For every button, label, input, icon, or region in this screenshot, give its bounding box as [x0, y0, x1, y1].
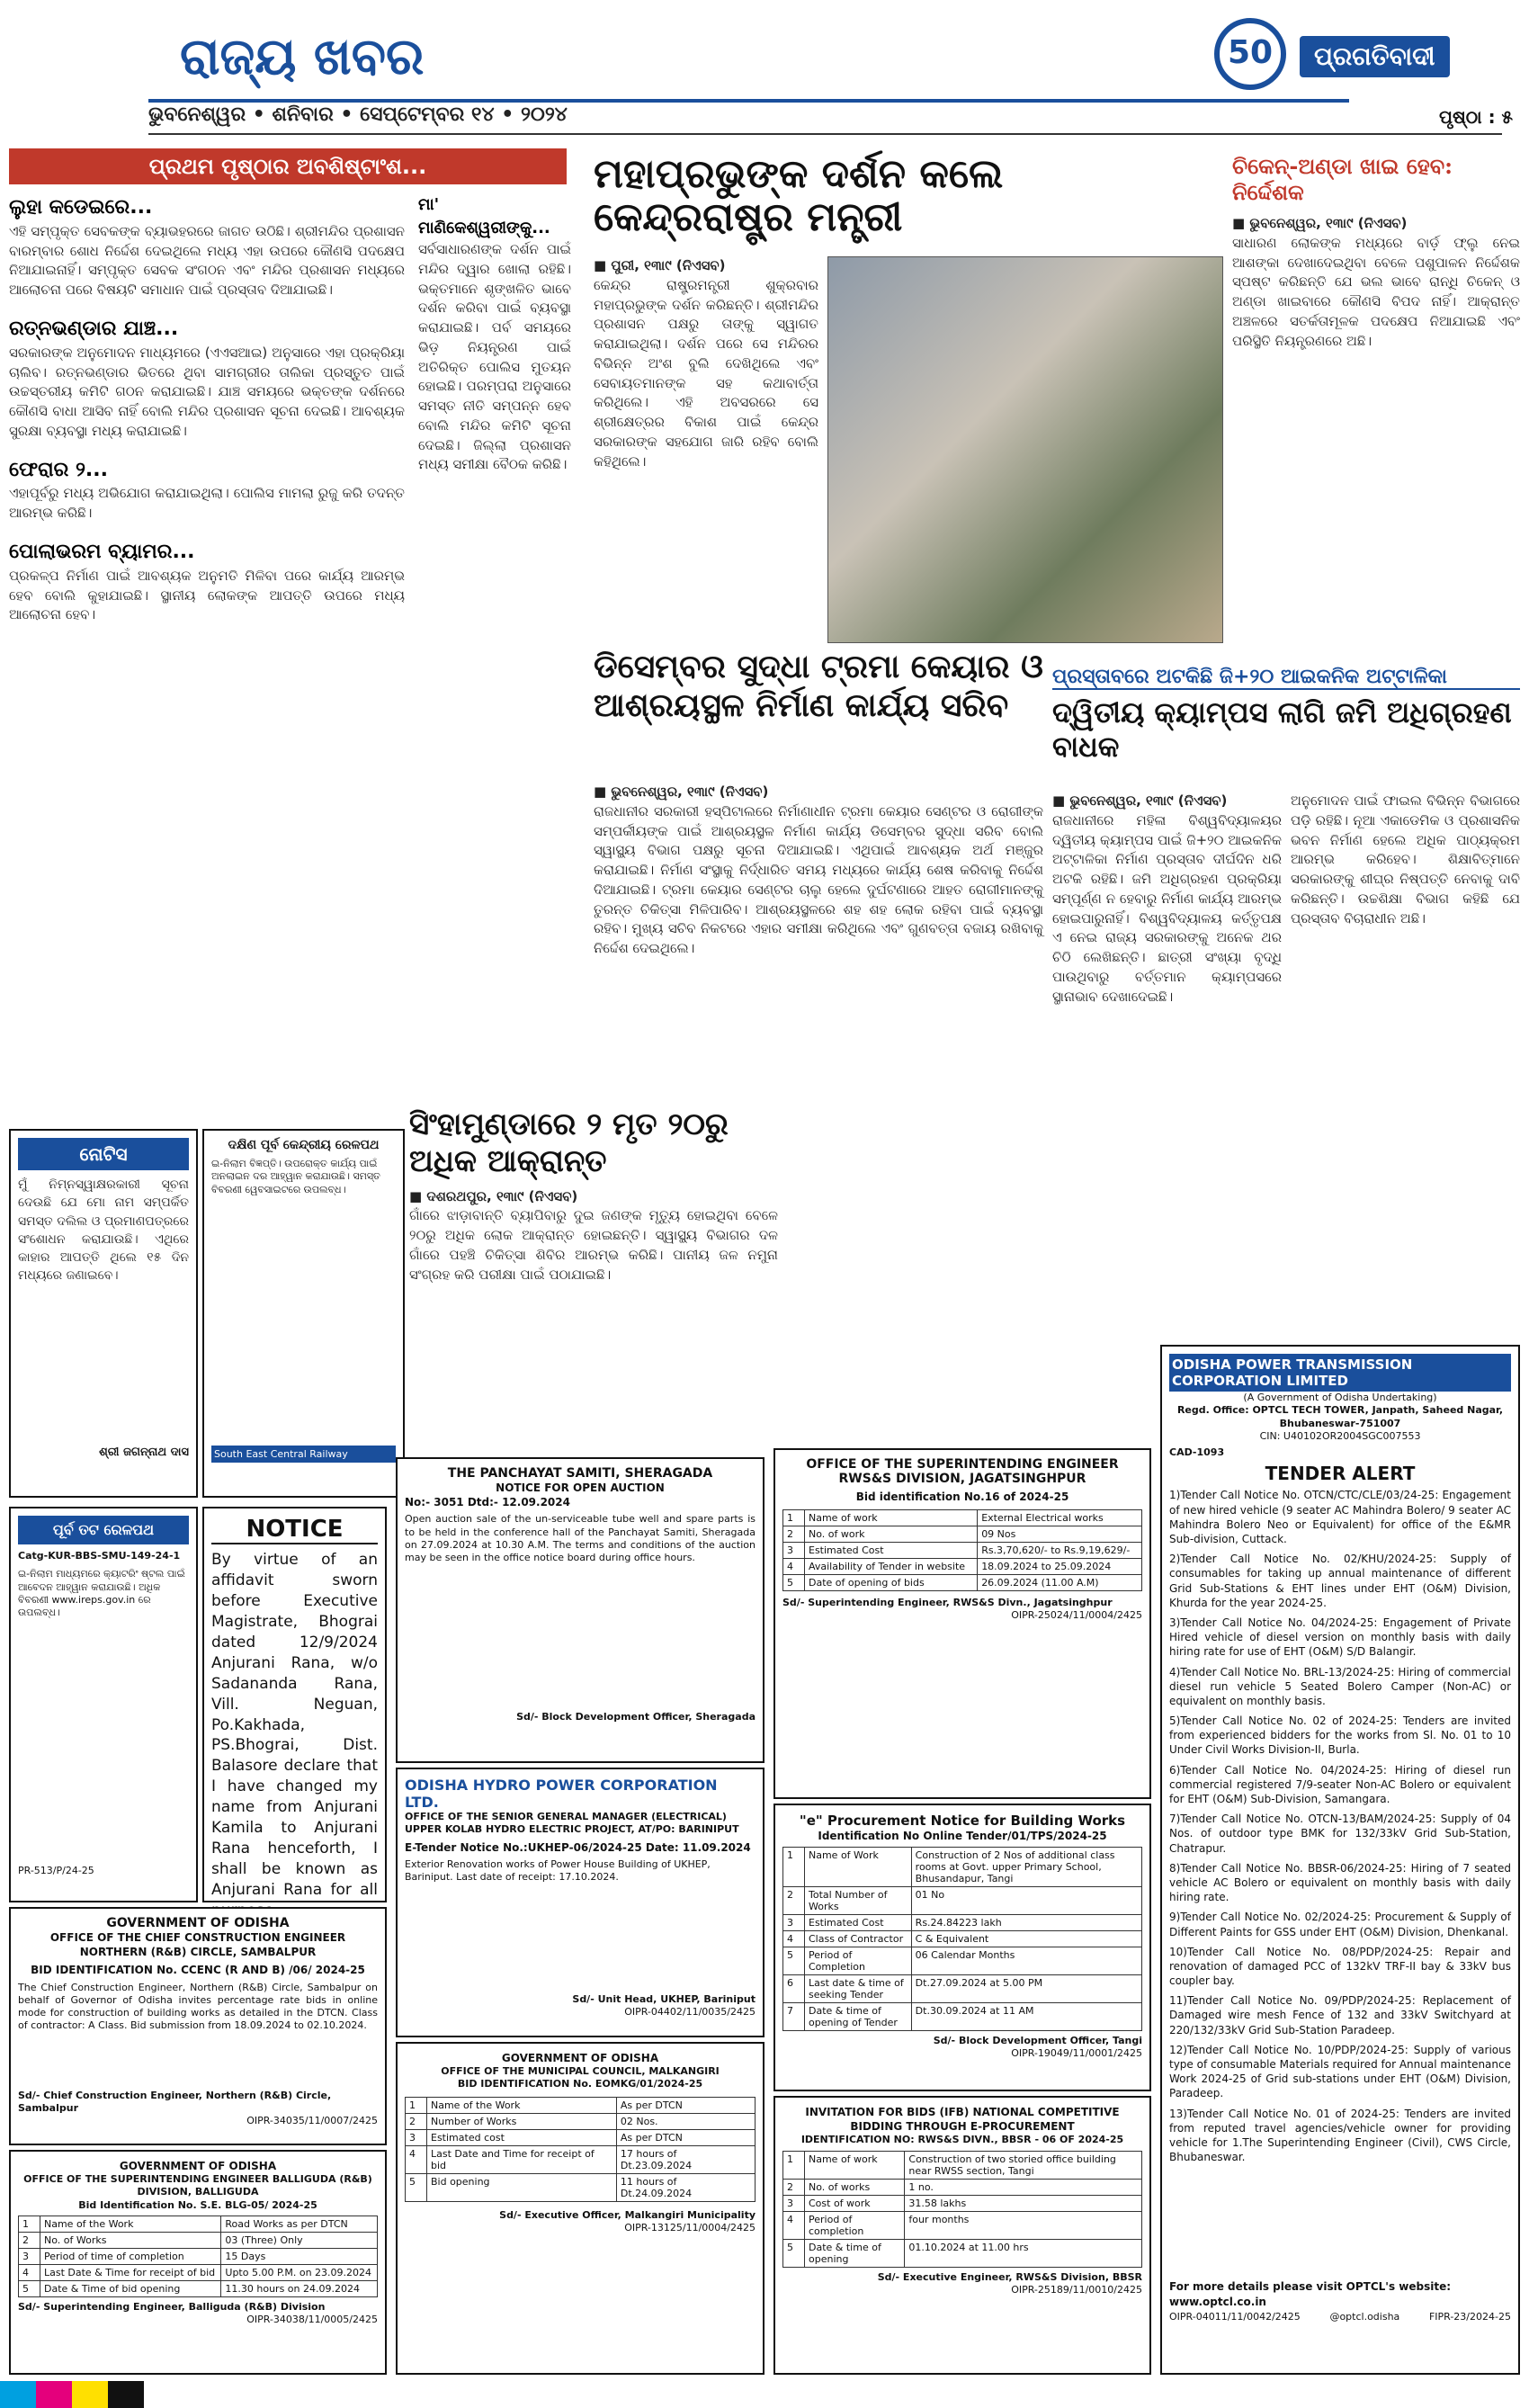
railway-notice-1	[202, 1129, 405, 1498]
table-cell: Last date & time of seeking Tender	[805, 1975, 912, 2003]
lead-body	[594, 256, 818, 643]
table-cell: 31.58 lakhs	[905, 2195, 1142, 2211]
table-cell: Name of Work	[805, 1848, 912, 1887]
english-notice-title: NOTICE	[211, 1516, 378, 1544]
odia-notice-body: ମୁଁ ନିମ୍ନସ୍ୱାକ୍ଷରକାରୀ ସୂଚନା ଦେଉଛି ଯେ ମୋ ନାମ ସମ୍ପର୍କିତ ସମସ୍ତ ଦଲିଲ ଓ ପ୍ରମାଣପତ୍ରରେ ସଂଶୋଧନ କରାଯାଉଛି। ଏଥିରେ କାହାର ଆପତ୍ତି ଥିଲେ ୧୫ ଦିନ ମଧ୍ୟରେ ଜଣାଇବେ।	[18, 1177, 189, 1284]
table-cell: 09 Nos	[978, 1526, 1142, 1543]
table-cell: 2	[406, 2113, 427, 2129]
cce-sign: Sd/- Chief Construction Engineer, Northern (R&B) Circle, Sambalpur	[18, 2089, 332, 2114]
table-cell: four months	[905, 2211, 1142, 2239]
campus-headline: ଦ୍ୱିତୀୟ କ୍ୟାମ୍ପସ ଲାଗି ଜମି ଅଧିଗ୍ରହଣ ବାଧକ	[1052, 695, 1512, 765]
ifb-id: IDENTIFICATION NO: RWS&S DIVN., BBSR - 06 OF 2024-25	[800, 2134, 1124, 2146]
table-row	[406, 2173, 756, 2201]
table-row	[783, 1848, 1142, 1887]
railway-2-body: ଇ-ନିଲାମ ମାଧ୍ୟମରେ କ୍ୟାଟରିଂ ଷ୍ଟଲ ପାଇଁ ଆବେଦନ ଆହ୍ୱାନ କରାଯାଉଛି। ଅଧିକ ବିବରଣୀ www.ireps.gov.in ରେ ଉପଲବ୍ଧ।	[18, 1568, 185, 1619]
table-cell: Road Works as per DTCN	[221, 2216, 378, 2233]
tender-item: 10)Tender Call Notice No. 08/PDP/2024-25: Repair and renovation of damaged PCC of 132kV TRF-II bay & 33kV bus coupler bay.	[1169, 1945, 1511, 1988]
table-cell: Name of work	[805, 1510, 978, 1526]
table-row	[783, 2195, 1142, 2211]
tangi-notice	[773, 1804, 1151, 2091]
table-cell: 2	[783, 1887, 805, 1915]
table-row	[783, 1887, 1142, 1915]
table-cell: Date & time of opening of Tender	[805, 2003, 912, 2031]
optcl-alert: TENDER ALERT	[1265, 1463, 1416, 1485]
table-cell: 4	[19, 2265, 40, 2281]
railway-1-footer: South East Central Railway	[211, 1446, 396, 1463]
english-notice-body: By virtue of an affidavit sworn before Executive Magistrate, Bhograi dated 12/9/2024 Anjurani Rana, w/o Sadananda Rana, Vill. Neguan, Po.Kakhada, PS.Bhograi, Dist. Balasore declare that I have changed my name from Anjurani Kamila to Anjurani Rana henceforth, I shall be known as Anjurani Rana for all	[211, 1551, 378, 1899]
tender-item: 4)Tender Call Notice No. BRL-13/2024-25: Hiring of commercial diesel run vehicle 5 Seated Bolero Camper (Non-AC) or equivalent on monthly basis.	[1169, 1665, 1511, 1707]
railway-1-body: ଇ-ନିଲାମ ବିଜ୍ଞପ୍ତି। ଉପରୋକ୍ତ କାର୍ଯ୍ୟ ପାଇଁ ଅନଲାଇନ ଦର ଆହ୍ୱାନ କରାଯାଉଛି। ସମସ୍ତ ବିବରଣୀ ୱେବସାଇଟରେ ଉପଲବ୍ଧ।	[211, 1158, 380, 1195]
table-cell: Bid opening	[427, 2173, 617, 2201]
malkangiri-bid-no: BID IDENTIFICATION No. EOMKG/01/2024-25	[457, 2078, 703, 2090]
table-row	[783, 1559, 1142, 1575]
tender-item: 11)Tender Call Notice No. 09/PDP/2024-25: Replacement of Damaged wire mesh Fence of 132 and 33kV Switchyard at 220/132/33kV Grid Sub-Station Paradeep.	[1169, 1994, 1511, 2037]
table-row	[406, 2113, 756, 2129]
table-cell: Availability of Tender in website	[805, 1559, 978, 1575]
registration-marks	[0, 2381, 1529, 2408]
manikeshwari-column	[418, 193, 571, 1111]
campus-body-a	[1052, 792, 1282, 1331]
table-cell: Construction of 2 Nos of additional class rooms at Govt. upper Primary School, Bhusandapur, Tangi	[911, 1848, 1141, 1887]
cce-sub: OFFICE OF THE CHIEF CONSTRUCTION ENGINEER NORTHERN (R&B) CIRCLE, SAMBALPUR	[49, 1931, 346, 1959]
simha-body: ଗାଁରେ ଝାଡ଼ାବାନ୍ତି ବ୍ୟାପିବାରୁ ଦୁଇ ଜଣଙ୍କ ମୃତ୍ୟୁ ହୋଇଥିବା ବେଳେ ୨୦ରୁ ଅଧିକ ଲୋକ ଆକ୍ରାନ୍ତ ହୋଇଛନ୍ତି। ସ୍ୱାସ୍ଥ୍ୟ ବିଭାଗର ଦଳ ଗାଁରେ ପହଞ୍ଚି ଚିକିତ୍ସା ଶିବିର ଆରମ୍ଭ କରିଛି। ପାନୀୟ ଜଳ ନମୁନା ସଂଗ୍ରହ କରି ପରୀକ୍ଷା ପାଇଁ ପଠାଯାଇଛି।	[409, 1207, 778, 1283]
tender-item: 13)Tender Call Notice No. 01 of 2024-25: Tenders are invited from reputed travel agencies/vehicle owner for providing vehicle for 1.The Superintending Engineer (Civil), CWS Circle, Bhubaneswar.	[1169, 2107, 1511, 2164]
page-header	[0, 0, 1529, 126]
railway-2-lot: Catg-KUR-BBS-SMU-149-24-1	[18, 1550, 181, 1562]
table-cell: 4	[783, 1559, 805, 1575]
table-cell: External Electrical works	[978, 1510, 1142, 1526]
table-cell: Estimated Cost	[805, 1543, 978, 1559]
table-cell: 7	[783, 2003, 805, 2031]
malkangiri-table	[405, 2097, 756, 2202]
table-cell: 26.09.2024 (11.00 A.M)	[978, 1575, 1142, 1591]
lead-headline: ମହାପ୍ରଭୁଙ୍କ ଦର୍ଶନ କଲେ କେନ୍ଦ୍ରରାଷ୍ଟ୍ର ମନ୍ତ୍ରୀ	[594, 151, 1004, 241]
malkangiri-title: GOVERNMENT OF ODISHA	[501, 2052, 659, 2064]
table-row	[406, 2129, 756, 2145]
optcl-code: OIPR-04011/11/0042/2425	[1169, 2310, 1301, 2323]
body-4: ପ୍ରକଳ୍ପ ନିର୍ମାଣ ପାଇଁ ଆବଶ୍ୟକ ଅନୁମତି ମିଳିବା ପରେ କାର୍ଯ୍ୟ ଆରମ୍ଭ ହେବ ବୋଲି କୁହାଯାଇଛି। ସ୍ଥାନୀୟ ଲୋକଙ୍କ ଆପତ୍ତି ଉପରେ ମଧ୍ୟ ଆଲୋଚନା ହେବ।	[9, 567, 405, 623]
table-cell: 3	[783, 1543, 805, 1559]
cce-notice	[9, 1907, 387, 2145]
malkangiri-notice	[396, 2042, 764, 2375]
table-cell: 5	[783, 1575, 805, 1591]
table-row	[19, 2249, 378, 2265]
optcl-website: For more details please visit OPTCL's website: www.optcl.co.in	[1169, 2280, 1452, 2308]
optcl-sub: (A Government of Odisha Undertaking)	[1243, 1392, 1437, 1403]
trauma-body	[594, 783, 1043, 1160]
trauma-dateline: ■ ଭୁବନେଶ୍ୱର, ୧୩ା୯ (ନିଏସବ)	[594, 783, 769, 800]
table-cell: No. of works	[805, 2179, 905, 2195]
table-cell: 15 Days	[221, 2249, 378, 2265]
simha-dateline: ■ ଦଶରଥପୁର, ୧୩ା୯ (ନିଏସବ)	[409, 1187, 578, 1204]
balliguda-sub: OFFICE OF THE SUPERINTENDING ENGINEER BALLIGUDA (R&B) DIVISION, BALLIGUDA	[23, 2173, 372, 2198]
table-row	[406, 2145, 756, 2173]
banner-text: ପ୍ରଥମ ପୃଷ୍ଠାର ଅବଶିଷ୍ଟାଂଶ...	[9, 148, 567, 184]
rwss-jsp-notice	[773, 1448, 1151, 1799]
ohpc-notice	[396, 1768, 764, 2037]
tangi-code: OIPR-19049/11/0001/2425	[1011, 2047, 1142, 2060]
chicken-headline: ଚିକେନ୍-ଅଣ୍ଡା ଖାଇ ହେବ: ନିର୍ଦ୍ଦେଶକ	[1232, 153, 1453, 205]
table-cell: 1	[783, 2151, 805, 2179]
table-row	[406, 2097, 756, 2113]
campus-dateline: ■ ଭୁବନେଶ୍ୱର, ୧୩ା୯ (ନିଏସବ)	[1052, 792, 1228, 809]
table-row	[783, 2003, 1142, 2031]
tender-item: 6)Tender Call Notice No. 04/2024-25: Hiring of diesel run commercial registered 7/9-seater Non-AC Bolero or equivalent for EHT (O&M) Sub-Division, Samangara.	[1169, 1763, 1511, 1806]
table-cell: Name of the Work	[40, 2216, 221, 2233]
table-cell: 02 Nos.	[616, 2113, 755, 2129]
table-cell: 18.09.2024 to 25.09.2024	[978, 1559, 1142, 1575]
body-2: ସରକାରଙ୍କ ଅନୁମୋଦନ ମାଧ୍ୟମରେ (ଏଏସଆଇ) ଅନୁସାରେ ଏହା ପ୍ରକ୍ରିୟା ଚାଲିବ। ରତ୍ନଭଣ୍ଡାର ଭିତରେ ଥିବା ସାମଗ୍ରୀର ତାଲିକା ପ୍ରସ୍ତୁତ ପାଇଁ ଉଚ୍ଚସ୍ତରୀୟ କମିଟି ଗଠନ କରାଯାଇଛି। ଯାଞ୍ଚ ସମୟରେ ଭକ୍ତଙ୍କ ଦର୍ଶନରେ କୌଣସି ବାଧା ଆସିବ ନାହିଁ ବୋଲି ମନ୍ଦିର ପ୍ରଶାସନ ସୂଚନା ଦେଇଛି। ଆବଶ୍ୟକ ସୁରକ୍ଷା ବ୍ୟବସ୍ଥା ମଧ୍ୟ କରାଯାଇଛି।	[9, 344, 405, 439]
trauma-headline-box	[594, 648, 1043, 774]
subhead-3: ଫେରାର ୨...	[9, 458, 108, 481]
english-notice	[202, 1507, 387, 1902]
table-cell: Construction of two storied office building near RWSS section, Tangi	[905, 2151, 1142, 2179]
table-cell: 5	[406, 2173, 427, 2201]
table-cell: 11.30 hours on 24.09.2024	[221, 2281, 378, 2297]
table-cell: Date & Time of bid opening	[40, 2281, 221, 2297]
table-cell: Estimated cost	[427, 2129, 617, 2145]
body-1: ଏହି ସମ୍ପୃକ୍ତ ସେବକଙ୍କ ବ୍ୟାଭହରରେ ଜାଗତ ଉଠିଛି। ଶ୍ରୀମନ୍ଦିର ପ୍ରଶାସନ ବାରମ୍ବାର ଶୋଧ ନିର୍ଦ୍ଦେଶ ଦେଇଥିଲେ ମଧ୍ୟ ଏହା ଉପରେ କୌଣସି ପଦକ୍ଷେପ ନିଆଯାଇନାହିଁ। ସମ୍ପୃକ୍ତ ସେବକ ସଂଗଠନ ଏବଂ ମନ୍ଦିର ପ୍ରଶାସନ ମଧ୍ୟରେ ଆଲୋଚନା ପରେ ବିଷୟଟି ସମାଧାନ ପାଇଁ ପ୍ରସ୍ତାବ ଦିଆଯାଇଛି।	[9, 222, 405, 299]
malkangiri-sign: Sd/- Executive Officer, Malkangiri Municipality	[499, 2208, 756, 2221]
table-cell: Date of opening of bids	[805, 1575, 978, 1591]
table-cell: 3	[19, 2249, 40, 2265]
ifb-code: OIPR-25189/11/0010/2425	[1011, 2283, 1142, 2296]
table-cell: 3	[406, 2129, 427, 2145]
trauma-headline: ଡିସେମ୍ବର ସୁଦ୍ଧା ଟ୍ରମା କେୟାର ଓ ଆଶ୍ରୟସ୍ଥଳ ନିର୍ମାଣ କାର୍ଯ୍ୟ ସରିବ	[594, 648, 1043, 725]
table-row	[783, 1947, 1142, 1975]
table-cell: 01 No	[911, 1887, 1141, 1915]
table-cell: Total Number of Works	[805, 1887, 912, 1915]
table-cell: Period of completion	[805, 2211, 905, 2239]
ifb-title: INVITATION FOR BIDS (IFB) NATIONAL COMPETITIVE BIDDING THROUGH E-PROCUREMENT	[805, 2106, 1120, 2134]
railway-notice-2	[9, 1507, 198, 1902]
tangi-sign: Sd/- Block Development Officer, Tangi	[933, 2035, 1142, 2047]
table-row	[783, 2179, 1142, 2195]
header-rule	[148, 99, 1349, 103]
simha-story	[409, 1106, 778, 1448]
tangi-table	[782, 1847, 1142, 2031]
ohpc-title: ODISHA HYDRO POWER CORPORATION LTD.	[405, 1777, 718, 1811]
tangi-title: "e" Procurement Notice for Building Works	[799, 1813, 1126, 1829]
lead-text: କେନ୍ଦ୍ର ରାଷ୍ଟ୍ରମନ୍ତ୍ରୀ ଶୁକ୍ରବାର ମହାପ୍ରଭୁଙ୍କ ଦର୍ଶନ କରିଛନ୍ତି। ଶ୍ରୀମନ୍ଦିର ପ୍ରଶାସନ ପକ୍ଷରୁ ତାଙ୍କୁ ସ୍ୱାଗତ କରାଯାଇଥିଲା। ଦର୍ଶନ ପରେ ସେ ମନ୍ଦିରର ବିଭିନ୍ନ ଅଂଶ ବୁଲି ଦେଖିଥିଲେ ଏବଂ ସେବାୟତମାନଙ୍କ ସହ କଥାବାର୍ତ୍ତା କରିଥିଲେ। ଏହି ଅବସରରେ ସେ ଶ୍ରୀକ୍ଷେତ୍ରର ବିକାଶ ପାଇଁ କେନ୍ଦ୍ର ସରକାରଙ୍କ ସହଯୋଗ ଜାରି ରହିବ ବୋଲି କହିଥିଲେ।	[594, 276, 818, 470]
sheragada-body: Open auction sale of the un-serviceable tube well and spare parts is to be held in the conference hall of the Panchayat Samiti, Sheragada on 27.09.2024 at 10.30 A.M. The terms and conditions of the auction may be seen in the office notice board during office hours.	[405, 1513, 756, 1564]
table-cell: As per DTCN	[616, 2097, 755, 2113]
campus-kicker: ପ୍ରସ୍ତାବରେ ଅଟକିଛି ଜି+୨୦ ଆଇକନିକ ଅଟ୍ଟାଳିକା	[1052, 666, 1520, 690]
tender-item: 2)Tender Call Notice No. 02/KHU/2024-25: Supply of consumables for taking up annual maintenance of different Grid Sub-Stations & EHT lines under EHT (O&M) Division, Khurda for the year 2024-25.	[1169, 1553, 1511, 1609]
tangi-id: Identification No Online Tender/01/TPS/2024-25	[818, 1830, 1107, 1842]
optcl-fipr: FIPR-23/2024-25	[1428, 2310, 1511, 2323]
ohpc-sub: OFFICE OF THE SENIOR GENERAL MANAGER (ELECTRICAL) UPPER KOLAB HYDRO ELECTRIC PROJECT, AT/PO: BARINIPUT	[405, 1811, 739, 1836]
tender-item: 3)Tender Call Notice No. 04/2024-25: Engagement of Private Hired vehicle of diesel version on monthly basis with daily hiring rate for use of EHT (O&M) S/D Balangir.	[1169, 1616, 1511, 1659]
table-cell: 5	[783, 2239, 805, 2267]
body-manikeshwari: ସର୍ବସାଧାରଣଙ୍କ ଦର୍ଶନ ପାଇଁ ମନ୍ଦିର ଦ୍ୱାର ଖୋଲା ରହିଛି। ଭକ୍ତମାନେ ଶୃଙ୍ଖଳିତ ଭାବେ ଦର୍ଶନ କରିବା ପାଇଁ ବ୍ୟବସ୍ଥା କରାଯାଇଛି। ପର୍ବ ସମୟରେ ଭିଡ଼ ନିୟନ୍ତ୍ରଣ ପାଇଁ ଅତିରିକ୍ତ ପୋଲିସ ମୁତୟନ ହୋଇଛି। ପରମ୍ପରା ଅନୁସାରେ ସମସ୍ତ ନୀତି ସମ୍ପନ୍ନ ହେବ ବୋଲି ମନ୍ଦିର କମିଟି ସୂଚନା ଦେଇଛି। ଜିଲ୍ଲା ପ୍ରଶାସନ ମଧ୍ୟ ସମୀକ୍ଷା ବୈଠକ କରିଛି।	[418, 241, 571, 473]
railway-2-title: ପୂର୍ବ ତଟ ରେଳପଥ	[18, 1516, 189, 1544]
malkangiri-code: OIPR-13125/11/0004/2425	[624, 2222, 756, 2234]
table-cell: 1	[783, 1848, 805, 1887]
subhead-2: ରତ୍ନଭଣ୍ଡାର ଯାଞ୍ଚ...	[9, 317, 179, 340]
table-cell: 4	[783, 2211, 805, 2239]
table-row	[19, 2265, 378, 2281]
malkangiri-sub: OFFICE OF THE MUNICIPAL COUNCIL, MALKANGIRI	[441, 2065, 720, 2078]
section-title: ରାଜ୍ୟ ଖବର	[180, 27, 425, 86]
table-row	[783, 1543, 1142, 1559]
table-cell: Dt.30.09.2024 at 11 AM	[911, 2003, 1141, 2031]
table-cell: 4	[406, 2145, 427, 2173]
ifb-notice	[773, 2096, 1151, 2375]
optcl-cad: CAD-1093	[1169, 1446, 1225, 1459]
balliguda-bid-no: Bid Identification No. S.E. BLG-05/ 2024-25	[78, 2198, 317, 2211]
table-cell: Last Date and Time for receipt of bid	[427, 2145, 617, 2173]
tender-item: 9)Tender Call Notice No. 02/2024-25: Procurement & Supply of Different Paints for GSS under EHT (O&M) Division, Dhenkanal.	[1169, 1911, 1511, 1938]
header-rule-bottom	[148, 133, 1502, 135]
table-cell: Cost of work	[805, 2195, 905, 2211]
odia-notice-signer: ଶ୍ରୀ ଜଗନ୍ନାଥ ଦାସ	[99, 1446, 189, 1459]
balliguda-table	[18, 2216, 378, 2297]
campus-headline-box	[1052, 666, 1520, 783]
rwss-jsp-bid-no: Bid identification No.16 of 2024-25	[855, 1490, 1069, 1503]
tender-item: 5)Tender Call Notice No. 02 of 2024-25: Tenders are invited from experienced bidders for the works from Sl. No. 01 to 10 Under Civil Works Division-II, Burla.	[1169, 1714, 1511, 1757]
tender-item: 1)Tender Call Notice No. OTCN/CTC/CLE/03/24-25: Engagement of new hired vehicle (9 seater AC Mahindra Bolero/ 9 seater AC Mahindra Bolero Neo or Equivalent) for office of the E&MR Sub-division, Cuttack.	[1169, 1489, 1511, 1546]
ifb-sign: Sd/- Executive Engineer, RWS&S Division, BBSR	[877, 2270, 1142, 2283]
optcl-cin: CIN: U40102OR2004SGC007553	[1259, 1429, 1421, 1442]
table-cell: 2	[783, 2179, 805, 2195]
table-cell: 1	[783, 1510, 805, 1526]
tender-item: 12)Tender Call Notice No. 10/PDP/2024-25: Supply of various type of consumable Materials required for Annual maintenance Work 2024-25 of Grid sub-stations under EHT (O&M) Division, Paradeep.	[1169, 2043, 1511, 2100]
chicken-body: ସାଧାରଣ ଲୋକଙ୍କ ମଧ୍ୟରେ ବାର୍ଡ଼ ଫ୍ଲୁ ନେଇ ଆଶଙ୍କା ଦେଖାଦେଇଥିବା ବେଳେ ପଶୁପାଳନ ନିର୍ଦ୍ଦେଶକ ସ୍ପଷ୍ଟ କରିଛନ୍ତି ଯେ ଭଲ ଭାବେ ରାନ୍ଧି ଚିକେନ୍ ଓ ଅଣ୍ଡା ଖାଇବାରେ କୌଣସି ବିପଦ ନାହିଁ। ଆକ୍ରାନ୍ତ ଅଞ୍ଚଳରେ ସତର୍କତାମୂଳକ ପଦକ୍ଷେପ ନିଆଯାଇଛି ଏବଂ ପରିସ୍ଥିତି ନିୟନ୍ତ୍ରଣରେ ଅଛି।	[1232, 234, 1520, 349]
table-cell: 1	[406, 2097, 427, 2113]
rwss-jsp-table	[782, 1509, 1142, 1591]
table-cell: 11 hours of Dt.24.09.2024	[616, 2173, 755, 2201]
table-row	[783, 1915, 1142, 1931]
subhead-1: ଲୁହା କଡେଇରେ...	[9, 196, 153, 219]
table-cell: Period of Completion	[805, 1947, 912, 1975]
table-cell: C & Equivalent	[911, 1931, 1141, 1947]
campus-text-b: ଅନୁମୋଦନ ପାଇଁ ଫାଇଲ ବିଭିନ୍ନ ବିଭାଗରେ ପଡ଼ି ରହିଛି। ନୂଆ ଏକାଡେମିକ ଓ ପ୍ରଶାସନିକ ଭବନ ନିର୍ମାଣ ହେଲେ ଅଧିକ ପାଠ୍ୟକ୍ରମ ଆରମ୍ଭ କରିହେବ। ଶିକ୍ଷାବିତ୍ମାନେ ସରକାରଙ୍କୁ ଶୀଘ୍ର ନିଷ୍ପତ୍ତି ନେବାକୁ ଦାବି କରିଛନ୍ତି। ଉଚ୍ଚଶିକ୍ଷା ବିଭାଗ କହିଛି ଯେ ପ୍ରସ୍ତାବ ବିଚାରାଧୀନ ଅଛି।	[1291, 792, 1520, 926]
table-cell: 03 (Three) Only	[221, 2233, 378, 2249]
balliguda-notice	[9, 2150, 387, 2375]
cce-code: OIPR-34035/11/0007/2425	[246, 2115, 378, 2127]
campus-text-a: ରାଜଧାନୀରେ ମହିଳା ବିଶ୍ୱବିଦ୍ୟାଳୟର ଦ୍ୱିତୀୟ କ୍ୟାମ୍ପସ ପାଇଁ ଜି+୨୦ ଆଇକନିକ ଅଟ୍ଟାଳିକା ନିର୍ମାଣ ପ୍ରସ୍ତାବ ଦୀର୍ଘଦିନ ଧରି ଅଟକି ରହିଛି। ଜମି ଅଧିଗ୍ରହଣ ପ୍ରକ୍ରିୟା ସମ୍ପୂର୍ଣ୍ଣ ନ ହେବାରୁ ନିର୍ମାଣ କାର୍ଯ୍ୟ ଆରମ୍ଭ ହୋଇପାରୁନାହିଁ। ବିଶ୍ୱବିଦ୍ୟାଳୟ କର୍ତ୍ତୃପକ୍ଷ ଏ ନେଇ ରାଜ୍ୟ ସରକାରଙ୍କୁ ଅନେକ ଥର ଚିଠି ଲେଖିଛନ୍ତି। ଛାତ୍ରୀ ସଂଖ୍ୟା ବୃଦ୍ଧି ପାଉଥିବାରୁ ବର୍ତ୍ତମାନ କ୍ୟାମ୍ପସରେ ସ୍ଥାନାଭାବ ଦେଖାଦେଇଛି।	[1052, 811, 1282, 1005]
optcl-items	[1169, 1488, 1511, 2279]
table-cell: Upto 5.00 P.M. on 23.09.2024	[221, 2265, 378, 2281]
continuation-banner	[9, 148, 567, 188]
dateline: ଭୁବନେଶ୍ୱର • ଶନିବାର • ସେପ୍ଟେମ୍ବର ୧୪ • ୨୦୨୪	[148, 103, 568, 126]
table-cell: 3	[783, 1915, 805, 1931]
railway-1-title: ଦକ୍ଷିଣ ପୂର୍ବ କେନ୍ଦ୍ରୀୟ ରେଳପଥ	[228, 1138, 380, 1152]
table-cell: 01.10.2024 at 11.00 hrs	[905, 2239, 1142, 2267]
table-cell: 3	[783, 2195, 805, 2211]
page-number: ପୃଷ୍ଠା : ୫	[1439, 106, 1514, 128]
table-cell: 1 no.	[905, 2179, 1142, 2195]
lead-headline-box	[594, 153, 1196, 243]
rwss-jsp-title: OFFICE OF THE SUPERINTENDING ENGINEER RWS&S DIVISION, JAGATSINGHPUR	[806, 1457, 1119, 1486]
table-row	[783, 1526, 1142, 1543]
table-row	[783, 2211, 1142, 2239]
table-cell: 5	[783, 1947, 805, 1975]
table-row	[783, 1931, 1142, 1947]
table-cell: No. of work	[805, 1526, 978, 1543]
balliguda-code: OIPR-34038/11/0005/2425	[246, 2314, 378, 2326]
table-cell: 1	[19, 2216, 40, 2233]
body-3: ଏହାପୂର୍ବରୁ ମଧ୍ୟ ଅଭିଯୋଗ କରାଯାଇଥିଲା। ପୋଲିସ ମାମଲା ରୁଜୁ କରି ତଦନ୍ତ ଆରମ୍ଭ କରିଛି।	[9, 485, 405, 522]
sheragada-sign: Sd/- Block Development Officer, Sheragada	[516, 1711, 756, 1723]
ohpc-code: OIPR-04402/11/0035/2425	[624, 2006, 756, 2019]
subhead-manikeshwari: ମା' ମାଣିକେଶ୍ୱରୀଙ୍କୁ...	[418, 195, 550, 238]
table-cell: Rs.3,70,620/- to Rs.9,19,629/-	[978, 1543, 1142, 1559]
table-row	[783, 1575, 1142, 1591]
campus-body-b	[1291, 792, 1520, 1331]
ohpc-body: Exterior Renovation works of Power House Building of UKHEP, Bariniput. Last date of receipt: 17.10.2024.	[405, 1857, 711, 1884]
table-cell: Dt.27.09.2024 at 5.00 PM	[911, 1975, 1141, 2003]
table-row	[19, 2216, 378, 2233]
table-cell: 6	[783, 1975, 805, 2003]
minister-photo	[827, 256, 1223, 643]
lead-dateline: ■ ପୁରୀ, ୧୩ା୯ (ନିଏସବ)	[594, 257, 726, 273]
ohpc-tender-no: E-Tender Notice No.:UKHEP-06/2024-25 Date: 11.09.2024	[405, 1840, 751, 1854]
table-cell: 17 hours of Dt.23.09.2024	[616, 2145, 755, 2173]
ifb-table	[782, 2151, 1142, 2268]
table-row	[783, 2151, 1142, 2179]
chicken-story	[1232, 153, 1520, 657]
ohpc-sign: Sd/- Unit Head, UKHEP, Bariniput	[572, 1992, 756, 2005]
table-row	[783, 1975, 1142, 2003]
rwss-jsp-code: OIPR-25024/11/0004/2425	[1011, 1609, 1142, 1622]
table-cell: Rs.24.84223 lakh	[911, 1915, 1141, 1931]
table-row	[19, 2281, 378, 2297]
table-cell: Name of the Work	[427, 2097, 617, 2113]
table-cell: Period of time of completion	[40, 2249, 221, 2265]
table-cell: Number of Works	[427, 2113, 617, 2129]
sheragada-notice	[396, 1457, 764, 1763]
table-cell: No. of Works	[40, 2233, 221, 2249]
trauma-text: ରାଜଧାନୀର ସରକାରୀ ହସ୍ପିଟାଲରେ ନିର୍ମାଣାଧୀନ ଟ୍ରମା କେୟାର ସେଣ୍ଟର ଓ ରୋଗୀଙ୍କ ସମ୍ପର୍କୀୟଙ୍କ ପାଇଁ ଆଶ୍ରୟସ୍ଥଳ ନିର୍ମାଣ କାର୍ଯ୍ୟ ଡିସେମ୍ବର ସୁଦ୍ଧା ସରିବ ବୋଲି ସ୍ୱାସ୍ଥ୍ୟ ବିଭାଗ ପକ୍ଷରୁ ସୂଚନା ଦିଆଯାଇଛି। ଏଥିପାଇଁ ଆବଶ୍ୟକ ଅର୍ଥ ମଞ୍ଜୁର କରାଯାଇଛି। ନିର୍ମାଣ ସଂସ୍ଥାକୁ ନିର୍ଦ୍ଧାରିତ ସମୟ ମଧ୍ୟରେ କାର୍ଯ୍ୟ ଶେଷ କରିବାକୁ ନିର୍ଦ୍ଦେଶ ଦିଆଯାଇଛି। ଟ୍ରମା କେୟାର ସେଣ୍ଟର ଚାଲୁ ହେଲେ ଦୁର୍ଘଟଣାରେ ଆହତ ରୋଗୀମାନଙ୍କୁ ତୁରନ୍ତ ଚିକିତ୍ସା ମିଳିପାରିବ। ଆଶ୍ରୟସ୍ଥଳରେ ଶହ ଶହ ଲୋକ ରହିବା ପାଇଁ ବ୍ୟବସ୍ଥା ରହିବ। ମୁଖ୍ୟ ସଚିବ ନିକଟରେ ଏହାର ସମୀକ୍ଷା କରିଥିଲେ ଏବଂ ଗୁଣବତ୍ତା ବଜାୟ ରଖିବାକୁ ନିର୍ଦ୍ଦେଶ ଦେଇଥିଲେ।	[594, 802, 1043, 956]
table-cell: 06 Calendar Months	[911, 1947, 1141, 1975]
table-row	[19, 2233, 378, 2249]
table-row	[783, 2239, 1142, 2267]
balliguda-title: GOVERNMENT OF ODISHA	[119, 2160, 277, 2172]
anniversary-logo: 50	[1214, 18, 1286, 90]
optcl-title: ODISHA POWER TRANSMISSION CORPORATION LIMITED	[1169, 1354, 1511, 1392]
table-cell: 2	[783, 1526, 805, 1543]
table-cell: 2	[19, 2233, 40, 2249]
cce-bid-no: BID IDENTIFICATION No. CCENC (R AND B) /06/ 2024-25	[31, 1964, 365, 1977]
table-cell: Estimated Cost	[805, 1915, 912, 1931]
tender-item: 8)Tender Call Notice No. BBSR-06/2024-25: Hiring of 7 seated vehicle AC Bolero or equivalent on monthly basis with daily hiring rate.	[1169, 1861, 1511, 1904]
table-cell: Name of work	[805, 2151, 905, 2179]
simha-headline: ସିଂହାମୁଣ୍ଡାରେ ୨ ମୃତ ୨୦ରୁ ଅଧିକ ଆକ୍ରାନ୍ତ	[409, 1106, 729, 1179]
table-row	[783, 1510, 1142, 1526]
optcl-social: @optcl.odisha	[1329, 2310, 1400, 2323]
subhead-4: ପୋଲାଭରମ ବ୍ୟାମର...	[9, 540, 195, 563]
table-cell: Class of Contractor	[805, 1931, 912, 1947]
chicken-dateline: ■ ଭୁବନେଶ୍ୱର, ୧୩ା୯ (ନିଏସବ)	[1232, 215, 1408, 231]
table-cell: 4	[783, 1931, 805, 1947]
table-cell: As per DTCN	[616, 2129, 755, 2145]
sheragada-no: No:- 3051 Dtd:- 12.09.2024	[405, 1496, 570, 1509]
rwss-jsp-sign: Sd/- Superintending Engineer, RWS&S Divn., Jagatsinghpur	[782, 1597, 1113, 1609]
sheragada-sub: NOTICE FOR OPEN AUCTION	[496, 1482, 665, 1494]
table-cell: Date & time of opening	[805, 2239, 905, 2267]
optcl-notice	[1160, 1345, 1520, 2375]
sheragada-title: THE PANCHAYAT SAMITI, SHERAGADA	[447, 1466, 713, 1481]
table-cell: Last Date & Time for receipt of bid	[40, 2265, 221, 2281]
odia-notice-title: ନୋଟିସ	[18, 1138, 189, 1170]
cce-title: GOVERNMENT OF ODISHA	[106, 1916, 290, 1930]
tender-item: 7)Tender Call Notice No. OTCN-13/BAM/2024-25: Supply of 04 Nos. of outdoor type BMK for 132/33kV Grid Sub-Station, Chatrapur.	[1169, 1813, 1511, 1855]
optcl-addr: Regd. Office: OPTCL TECH TOWER, Janpath, Saheed Nagar, Bhubaneswar-751007	[1176, 1404, 1504, 1429]
railway-2-code: PR-513/P/24-25	[18, 1865, 94, 1877]
table-cell: 5	[19, 2281, 40, 2297]
newspaper-name: ପ୍ରଗତିବାଦୀ	[1300, 36, 1450, 77]
cce-body: The Chief Construction Engineer, Northern (R&B) Circle, Sambalpur on behalf of Governor of Odisha invites percentage rate bids in online mode for construction of building works as detailed in the DTCN. Class of contractor: A Class. Bid submission from 18.09.2024 to 02.10.2024.	[18, 1981, 378, 2032]
odia-notice	[9, 1129, 198, 1498]
balliguda-sign: Sd/- Superintending Engineer, Balliguda (R&B) Division	[18, 2301, 326, 2314]
